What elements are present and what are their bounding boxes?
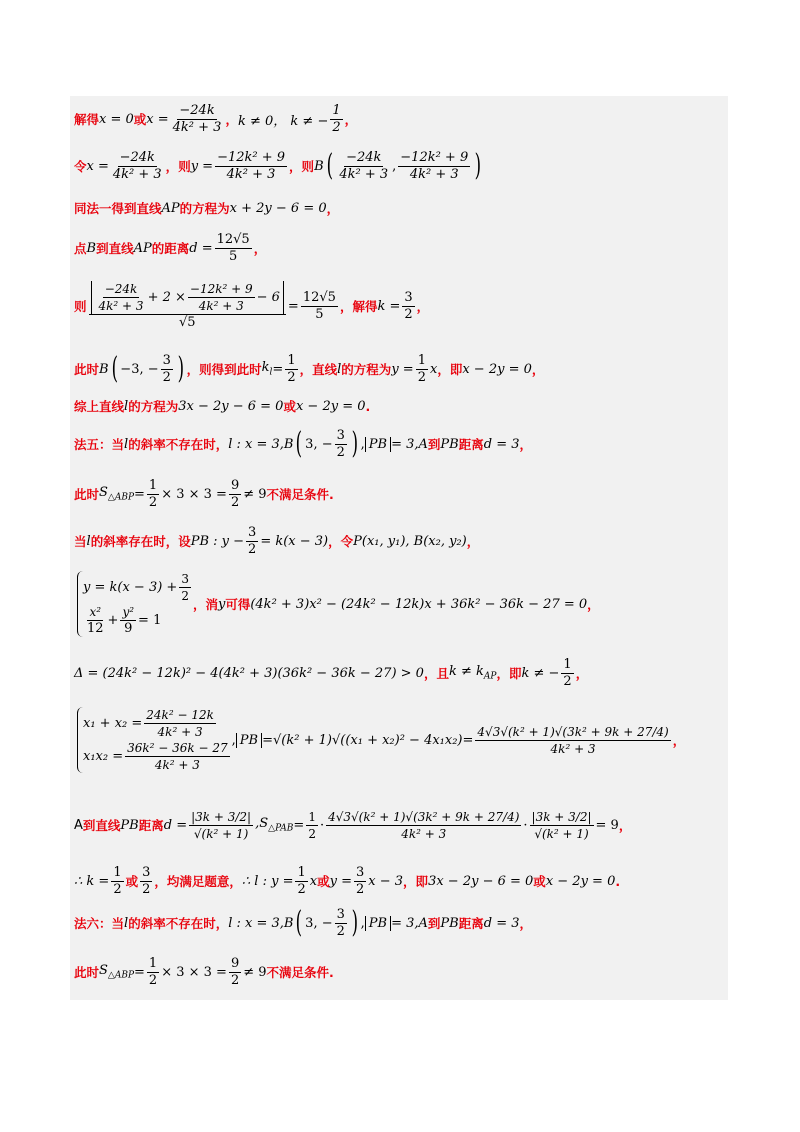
solution-line-4 <box>74 228 266 268</box>
math: ≠ 9 <box>243 964 267 980</box>
math: 3x − 2y − 6 = 0 <box>178 398 284 414</box>
math: l <box>337 361 342 377</box>
math: B <box>99 361 109 377</box>
solution-line-17 <box>74 952 334 992</box>
math: $S_{\triangle ABP}$ <box>99 485 135 503</box>
math: AP <box>161 200 180 216</box>
math: · <box>523 817 528 833</box>
solution-line-2: 令 x = $\frac{-24k}{\text{4k² + 3}}$ ， 则 y = $\frac{\text{−12k² + 9}}{\text{4k² + 3}}$ ， 则 B ( $\frac{-24k}{\text{4k² + 3}}$ , $\frac{\text{−12k² + 9}}{\text{4k² + 3}}$ ) <box>74 148 482 183</box>
math: = k(x − 3) <box>260 533 329 549</box>
math: PB : y − <box>190 533 245 549</box>
math: = <box>134 964 145 980</box>
math: k ≠ − <box>521 665 560 681</box>
fraction: $\frac{1}{2}$ <box>297 864 306 897</box>
fraction: $\frac{3}{2}$ <box>142 864 151 897</box>
text: ， <box>672 733 686 748</box>
math: x − 2y = 0 <box>545 873 616 889</box>
math: = 9 <box>595 817 619 833</box>
text: 法五：当 <box>74 437 125 452</box>
text: 点 <box>74 241 87 256</box>
math: , <box>231 732 236 748</box>
math: $,S_{\triangle PAB}$ <box>255 816 294 834</box>
text: ，令 <box>328 534 354 549</box>
text: 当 <box>74 534 87 549</box>
math: B <box>86 240 97 256</box>
solution-line-8: 法五：当 l 的斜率不存在时， l : x = 3,B ( 3, − $\frac{3}{2}$ ) , PB = 3,A 到 PB 距离 d = 3 ， <box>74 426 532 461</box>
fraction: $\frac{1}{2}$ <box>148 955 158 988</box>
fraction: $\frac{3}{2}$ <box>336 906 345 939</box>
fraction: $\frac{\text{−12k² + 9}}{\text{4k² + 3}}$ <box>217 149 286 182</box>
text: ， <box>289 159 302 174</box>
math: 3x − 2y − 6 = 0 <box>428 873 534 889</box>
math: l : x = 3,B <box>228 915 294 931</box>
math: 3, − <box>305 436 333 452</box>
math: = <box>287 298 299 314</box>
math: $S_{\triangle ABP}$ <box>99 963 135 981</box>
text: 的斜率不存在时， <box>128 916 229 931</box>
math: PB <box>120 817 139 833</box>
text: ，即 <box>403 874 429 889</box>
text: 的斜率存在时，设 <box>90 534 191 549</box>
fraction: $\frac{\text{4√3√(k² + 1)√(3k² + 9k + 27/4)}}{\text{4k² + 3}}$ <box>328 809 520 841</box>
math: x = <box>86 158 109 174</box>
text: 同法一得到直线 <box>74 201 162 216</box>
solution-line-12 <box>74 653 588 693</box>
math: PB <box>440 436 459 452</box>
fraction: $\frac{|3k + 3/2|}{\text{√(k² + 1)}}$ <box>531 809 592 841</box>
solution-line-16: 法六：当 l 的斜率不存在时， l : x = 3,B ( 3, − $\frac{3}{2}$ ) , PB = 3,A 到 PB 距离 d = 3 ， <box>74 905 532 940</box>
math: l <box>124 915 129 931</box>
math: (4k² + 3)x² − (24k² − 12k)x + 36k² − 36k − 27 = 0 <box>250 596 588 612</box>
math: l <box>124 436 129 452</box>
math: = <box>134 486 145 502</box>
text: 令 <box>74 159 87 174</box>
math: 3, − <box>305 915 333 931</box>
text: 不满足条件. <box>266 487 334 502</box>
math: d = <box>189 240 213 256</box>
fraction: $\frac{1}{2}$ <box>113 864 122 897</box>
text: 综上直线 <box>74 399 125 414</box>
text: ， <box>344 112 358 127</box>
text: ， <box>416 299 430 314</box>
math: PB <box>365 916 391 931</box>
text: 到 <box>427 437 441 452</box>
fraction: $\frac{3}{2}$ <box>248 524 257 557</box>
math: y = <box>190 158 214 174</box>
math: x = <box>146 111 169 127</box>
math: ≠ 9 <box>243 486 267 502</box>
math: y <box>217 596 226 612</box>
math: y = <box>391 361 414 377</box>
math: ∴ l : y = <box>241 873 294 889</box>
text: 或 <box>133 112 147 127</box>
math: √((x₁ + x₂)² − 4x₁x₂) <box>331 732 463 748</box>
fraction: $\frac{-24k}{\text{4k² + 3}}$ <box>112 149 162 182</box>
text: ，消 <box>192 597 218 612</box>
fraction: $\frac{1}{2}$ <box>287 352 296 385</box>
solution-line-5 <box>74 274 429 338</box>
text: ， <box>618 818 632 833</box>
text: 的方程为 <box>341 362 392 377</box>
distance-fraction: $\frac{-24k}{\text{4k² + 3}}$ + 2 × $\frac{\text{−12k² + 9}}{\text{4k² + 3}}$ − 6 √5 <box>89 281 286 331</box>
math: PB <box>440 915 459 931</box>
text: ，直线 <box>299 362 338 377</box>
solution-line-11 <box>74 567 600 641</box>
math: PB <box>365 437 391 452</box>
math: x − 3 <box>368 873 404 889</box>
equation-system: y = k(x − 3) + $\frac{3}{2}$ $\frac{\text{x²}}{12}$ + $\frac{\text{y²}}{9}$ = 1 <box>77 571 193 637</box>
text: 距离 <box>138 818 164 833</box>
text: 则 <box>301 159 315 174</box>
text: ，即 <box>437 362 463 377</box>
text: ， <box>519 437 532 452</box>
math: Δ = (24k² − 12k)² − 4(4k² + 3)(36k² − 36k − 27) > 0 <box>74 665 424 681</box>
math: , <box>360 436 365 452</box>
math: = 3,A <box>391 436 428 452</box>
math: √(k² + 1) <box>273 732 332 748</box>
text: 此时 <box>74 965 100 980</box>
fraction: $\frac{3}{2}$ <box>336 427 345 460</box>
math: x = 0 <box>99 111 134 127</box>
text: 距离 <box>458 437 484 452</box>
math: x <box>309 873 318 889</box>
fraction: $\frac{3}{2}$ <box>404 289 413 322</box>
math: d = 3 <box>483 915 520 931</box>
text: ， <box>466 534 480 549</box>
text: ， <box>225 112 238 127</box>
fraction: $\frac{-24k}{\text{4k² + 3}}$ <box>172 102 222 135</box>
fraction: $\frac{|3k + 3/2|}{\text{√(k² + 1)}}$ <box>191 809 252 841</box>
text: 不满足条件. <box>266 965 334 980</box>
text: . <box>365 398 371 414</box>
text: 或 <box>283 399 296 414</box>
math: −3, − <box>120 361 159 377</box>
text: 到 <box>427 916 441 931</box>
math: d = 3 <box>483 436 520 452</box>
fraction: $\frac{-24k}{\text{4k² + 3}}$ <box>339 149 389 182</box>
math: P(x₁, y₁), B(x₂, y₂) <box>353 533 467 549</box>
math: = <box>293 817 305 833</box>
math: $k \ne k_{AP}$ <box>448 664 497 682</box>
math: d = <box>163 817 188 833</box>
math: x <box>429 361 438 377</box>
math: B <box>314 158 324 174</box>
math: l : x = 3,B <box>228 436 294 452</box>
text: ，即 <box>496 666 522 681</box>
fraction: $\frac{1}{2}$ <box>332 102 341 135</box>
text: 可得 <box>225 597 251 612</box>
text: ， <box>165 159 179 174</box>
solution-line-9 <box>74 474 334 514</box>
text: 则 <box>74 299 87 314</box>
text: ， <box>253 241 267 256</box>
fraction: $\frac{12√5}{5}$ <box>302 289 336 322</box>
math: x + 2y − 6 = 0 <box>229 200 327 216</box>
solution-line-15 <box>74 861 620 901</box>
text: 法六：当 <box>74 916 125 931</box>
math: PB <box>236 733 262 748</box>
solution-line-10 <box>74 521 479 561</box>
text: A <box>74 817 83 833</box>
text: 到直线 <box>82 818 121 833</box>
text: ，解得 <box>339 299 378 314</box>
paren: ) <box>474 148 482 183</box>
solution-line-13 <box>74 702 685 778</box>
text: ，均满足题意， <box>154 874 242 889</box>
math: x − 2y = 0 <box>462 361 532 377</box>
fraction: $\frac{12√5}{5}$ <box>216 231 250 264</box>
fraction: $\frac{3}{2}$ <box>356 864 365 897</box>
text: 的距离 <box>151 241 190 256</box>
text: 此时 <box>74 487 100 502</box>
math: x − 2y = 0 <box>295 398 366 414</box>
text: ， <box>587 597 600 612</box>
math: · <box>319 817 325 833</box>
text: ， <box>531 362 545 377</box>
text: 或 <box>317 874 330 889</box>
text: 的方程为 <box>179 201 230 216</box>
math: = <box>462 732 474 748</box>
math: = <box>262 732 274 748</box>
text: ， <box>326 201 340 216</box>
fraction: $\frac{\text{−12k² + 9}}{\text{4k² + 3}}$ <box>400 149 469 182</box>
math: × 3 × 3 = <box>161 964 227 980</box>
math: ∴ k = <box>74 873 110 889</box>
math: AP <box>133 240 152 256</box>
solution-line-7 <box>74 395 370 417</box>
fraction: $\frac{1}{2}$ <box>308 809 316 841</box>
text: 解得 <box>74 112 100 127</box>
fraction: $\frac{1}{2}$ <box>417 352 426 385</box>
text: 的方程为 <box>128 399 179 414</box>
text: ， <box>575 666 589 681</box>
math: × 3 × 3 = <box>161 486 227 502</box>
text: 此时 <box>74 362 100 377</box>
math: , <box>360 915 365 931</box>
solution-line-1 <box>74 99 357 139</box>
text: 的斜率不存在时， <box>128 437 229 452</box>
fraction: $\frac{\text{4√3√(k² + 1)√(3k² + 9k + 27/4)}}{\text{4k² + 3}}$ <box>477 724 669 756</box>
paren: ( <box>326 148 333 183</box>
text: 则 <box>178 159 191 174</box>
math: $k_l$ <box>261 360 273 378</box>
fraction: $\frac{9}{2}$ <box>230 477 240 510</box>
solution-line-3 <box>74 197 339 219</box>
math: y = <box>329 873 352 889</box>
text: ， <box>519 916 532 931</box>
text: ，且 <box>423 666 449 681</box>
fraction: $\frac{1}{2}$ <box>148 477 158 510</box>
text: . <box>615 873 621 889</box>
math: k = <box>377 298 401 314</box>
math: l <box>86 533 91 549</box>
solution-line-6: 此时 B ( −3, − $\frac{3}{2}$ ) ，则得到此时 $k_l$ = $\frac{1}{2}$ ，直线 l 的方程为 y = $\frac{1}{2}$ x ，即 x − 2y = 0 ， <box>74 351 545 386</box>
math: k ≠ 0， k ≠ − <box>237 113 329 129</box>
text: 到直线 <box>96 241 134 256</box>
math: = <box>272 361 284 377</box>
fraction: $\frac{1}{2}$ <box>563 656 572 689</box>
math: l <box>124 398 129 414</box>
solution-line-14 <box>74 792 631 858</box>
fraction: $\frac{9}{2}$ <box>230 955 240 988</box>
vieta-system: x₁ + x₂ = $\frac{\text{24k² − 12k}}{\text{4k² + 3}}$ x₁x₂ = $\frac{\text{36k² − 36k − 27}}{\text{4k² + 3}}$ <box>77 707 232 773</box>
text: 距离 <box>458 916 484 931</box>
fraction: $\frac{3}{2}$ <box>162 352 171 385</box>
text: 或 <box>125 874 139 889</box>
math: = 3,A <box>391 915 428 931</box>
text: ，则得到此时 <box>186 362 262 377</box>
text: 或 <box>533 874 546 889</box>
